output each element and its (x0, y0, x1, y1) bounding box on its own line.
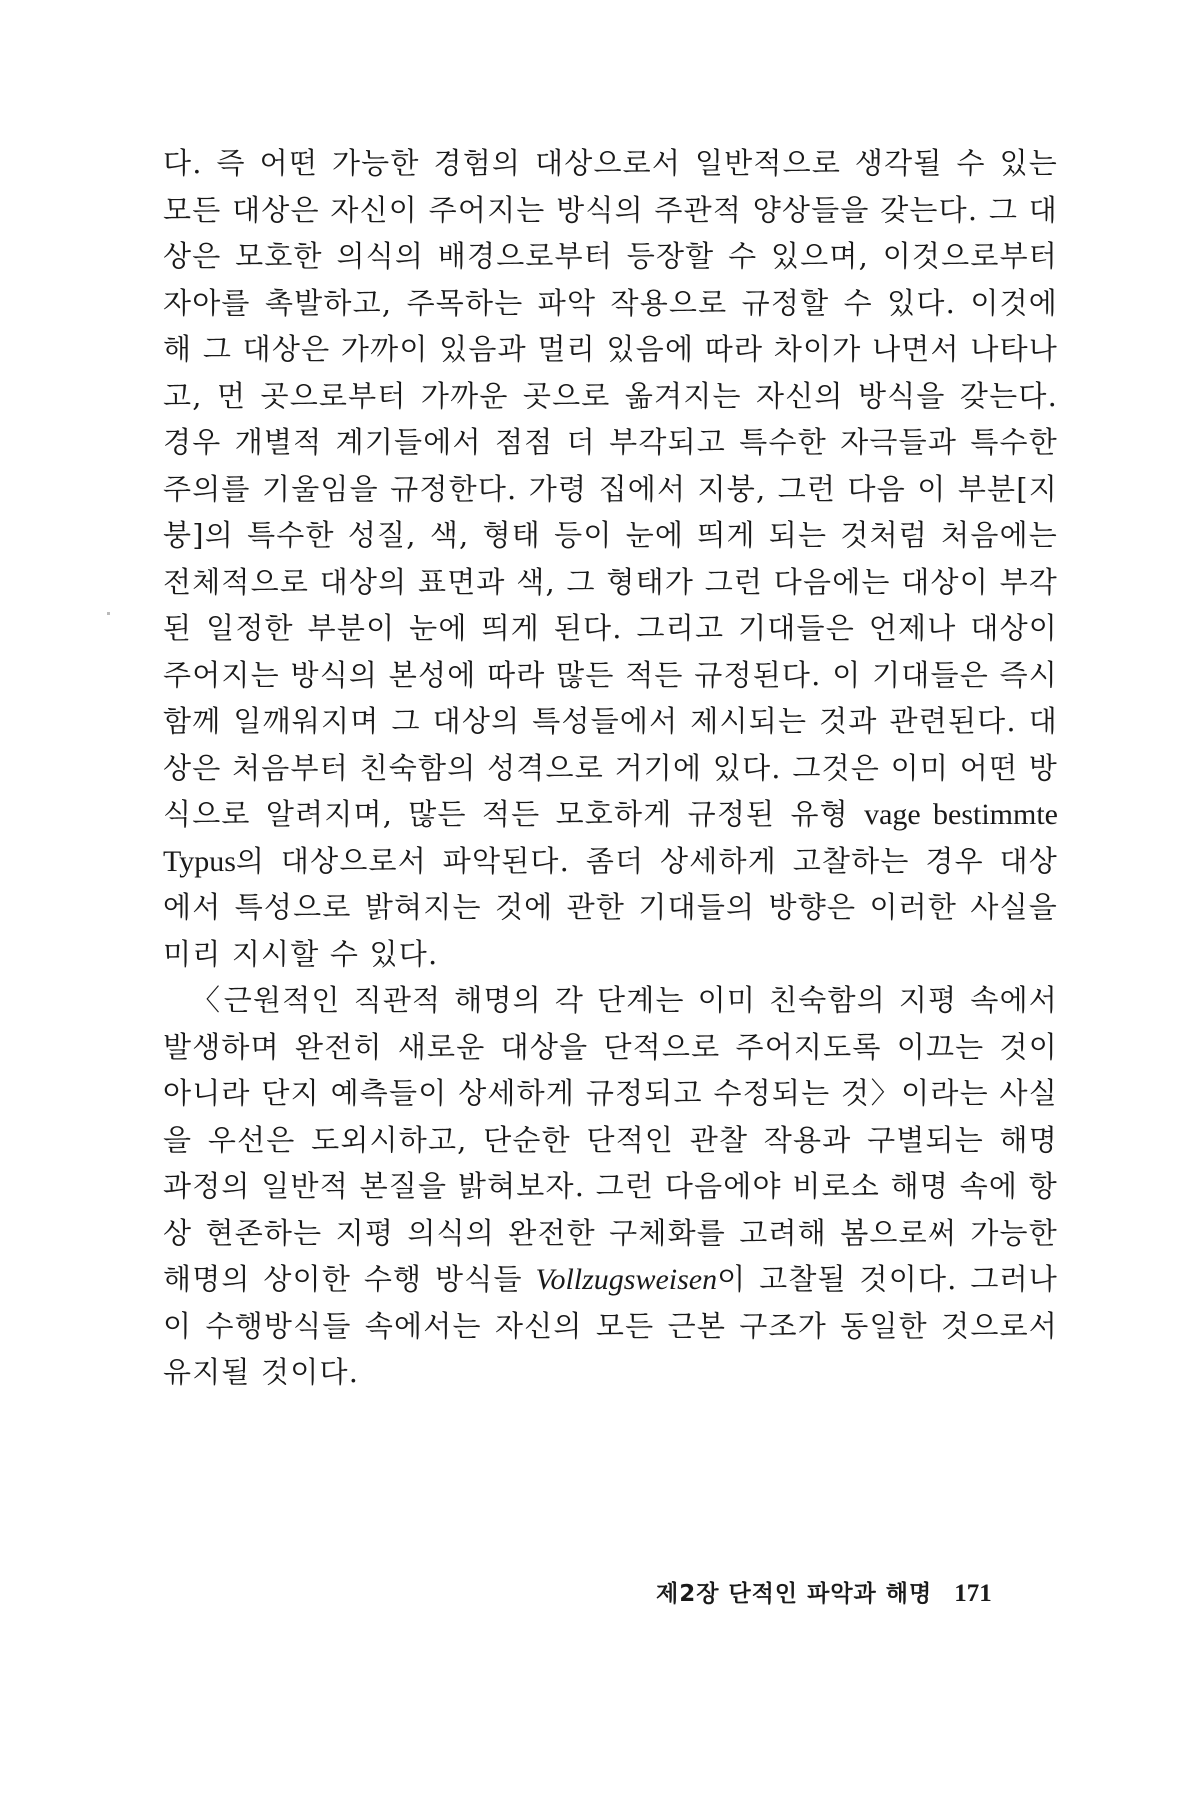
text-segment: 식으로 알려지며, 많든 적든 모호하게 규정된 유형 (163, 797, 849, 831)
text-line: 고, 먼 곳으로부터 가까운 곳으로 옮겨지는 자신의 방식을 갖는다. (163, 378, 1058, 413)
text-line: 전체적으로 대상의 표면과 색, 그 형태가 그런 다음에는 대상이 부각 (163, 564, 1058, 599)
text-line: 〈근원적인 직관적 해명의 각 단계는 이미 친숙함의 지평 속에서 (191, 983, 1058, 1017)
text-line: 자아를 촉발하고, 주목하는 파악 작용으로 규정할 수 있다. 이것에 (163, 285, 1058, 320)
foreign-term: Typus (163, 844, 236, 878)
running-footer (656, 1575, 992, 1608)
text-line: 다. 즉 어떤 가능한 경험의 대상으로서 일반적으로 생각될 수 있는 (163, 146, 1058, 180)
text-line: 에서 특성으로 밝혀지는 것에 관한 기대들의 방향은 이러한 사실을 (163, 890, 1058, 924)
margin-speck (107, 612, 110, 615)
text-segment: 의 대상으로서 파악된다. 좀더 상세하게 고찰하는 경우 대상 (235, 843, 1058, 878)
text-line: 상은 처음부터 친숙함의 성격으로 거기에 있다. 그것은 이미 어떤 방 (163, 750, 1058, 785)
text-line: 모든 대상은 자신이 주어지는 방식의 주관적 양상들을 갖는다. 그 대 (163, 192, 1058, 227)
text-line: 상은 모호한 의식의 배경으로부터 등장할 수 있으며, 이것으로부터 (163, 239, 1058, 273)
text-line: 이 수행방식들 속에서는 자신의 모든 근본 구조가 동일한 것으로서 (163, 1308, 1058, 1343)
text-line: 주의를 기울임을 규정한다. 가령 집에서 지붕, 그런 다음 이 부분[지 (163, 471, 1058, 506)
foreign-term: Vollzugsweisen (535, 1263, 718, 1296)
page-number: 171 (954, 1580, 992, 1607)
text-line (163, 838, 1058, 885)
text-line: 상 현존하는 지평 의식의 완전한 구체화를 고려해 봄으로써 가능한 (163, 1215, 1058, 1250)
text-line: 발생하며 완전히 새로운 대상을 단적으로 주어지도록 이끄는 것이 (163, 1029, 1058, 1064)
chapter-title: 제2장 단적인 파악과 해명 (656, 1581, 933, 1607)
text-line: 주어지는 방식의 본성에 따라 많든 적든 규정된다. 이 기대들은 즉시 (163, 657, 1058, 692)
text-segment: 해명의 상이한 수행 방식들 (163, 1262, 523, 1296)
foreign-term: vage bestimmte (864, 798, 1058, 831)
text-line: 유지될 것이다. (163, 1355, 360, 1389)
text-line: 해 그 대상은 가까이 있음과 멀리 있음에 따라 차이가 나면서 나타나 (163, 332, 1058, 366)
text-line: 아니라 단지 예측들이 상세하게 규정되고 수정되는 것〉이라는 사실 (163, 1076, 1058, 1110)
text-line: 을 우선은 도외시하고, 단순한 단적인 관찰 작용과 구별되는 해명 (163, 1122, 1058, 1157)
text-line (163, 791, 1058, 838)
body-text (163, 140, 1058, 1396)
text-segment: 이 고찰될 것이다. 그러나 (717, 1262, 1058, 1296)
text-line (163, 1256, 1058, 1303)
text-line: 경우 개별적 계기들에서 점점 더 부각되고 특수한 자극들과 특수한 (163, 425, 1058, 459)
text-line: 함께 일깨워지며 그 대상의 특성들에서 제시되는 것과 관련된다. 대 (163, 704, 1058, 738)
text-line: 과정의 일반적 본질을 밝혀보자. 그런 다음에야 비로소 해명 속에 항 (163, 1169, 1058, 1203)
text-line: 붕]의 특수한 성질, 색, 형태 등이 눈에 띄게 되는 것처럼 처음에는 (163, 518, 1058, 552)
text-line: 된 일정한 부분이 눈에 띄게 된다. 그리고 기대들은 언제나 대상이 (163, 611, 1058, 645)
text-line: 미리 지시할 수 있다. (163, 936, 439, 971)
